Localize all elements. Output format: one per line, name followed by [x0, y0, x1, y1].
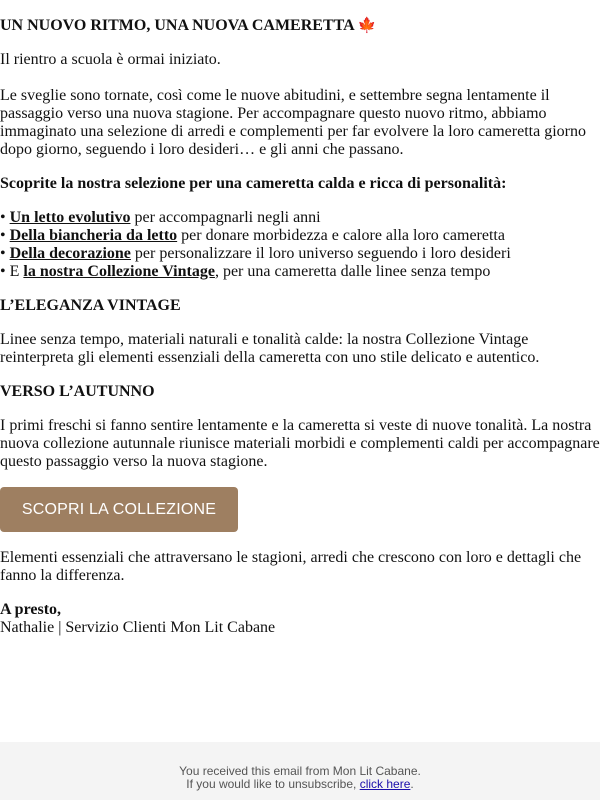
vintage-heading: L’ELEGANZA VINTAGE	[0, 297, 181, 314]
email-title-text: UN NUOVO RITMO, UNA NUOVA CAMERETTA	[0, 17, 354, 34]
list-item-text: per personalizzare il loro universo seguendo i loro desideri	[130, 245, 511, 262]
list-item-text: , per una cameretta dalle linee senza tempo	[214, 263, 491, 280]
link-collezione-vintage[interactable]: la nostra Collezione Vintage	[23, 263, 215, 280]
list-item	[0, 209, 321, 227]
list-item	[0, 263, 490, 281]
vintage-text: Linee senza tempo, materiali naturali e tonalità calde: la nostra Collezione Vintage reinterpreta gli elementi essenziali della cameretta con uno stile delicato e autentico.	[0, 331, 540, 366]
footer-period: .	[410, 777, 414, 791]
discover-collection-button[interactable]: SCOPRI LA COLLEZIONE	[0, 487, 238, 532]
selection-heading: Scoprite la nostra selezione per una cameretta calda e ricca di personalità:	[0, 175, 507, 192]
bullet: •	[0, 227, 6, 244]
list-item-prefix: E	[5, 263, 24, 280]
link-decorazione[interactable]: Della decorazione	[9, 245, 131, 262]
bullet: •	[0, 245, 6, 262]
intro-text: Il rientro a scuola è ormai iniziato.	[0, 51, 221, 68]
link-biancheria-letto[interactable]: Della biancheria da letto	[9, 227, 178, 244]
closing-text: Elementi essenziali che attraversano le stagioni, arredi che crescono con loro e dettagli che fanno la differenza.	[0, 549, 582, 584]
bullet: •	[0, 209, 6, 226]
signoff: A presto,	[0, 601, 62, 618]
footer-unsubscribe-line	[0, 778, 600, 791]
footer-unsubscribe-text: If you would like to unsubscribe,	[186, 777, 360, 791]
email-title	[0, 16, 376, 35]
email-footer	[0, 742, 600, 800]
list-item-text: per donare morbidezza e calore alla loro cameretta	[177, 227, 505, 244]
footer-sender-note: You received this email from Mon Lit Cabane.	[179, 764, 421, 778]
list-item-text: per accompagnarli negli anni	[130, 209, 321, 226]
maple-leaf-icon: 🍁	[357, 16, 377, 34]
signature: Nathalie | Servizio Clienti Mon Lit Cabane	[0, 619, 276, 636]
autumn-heading: VERSO L’AUTUNNO	[0, 383, 155, 400]
link-letto-evolutivo[interactable]: Un letto evolutivo	[9, 209, 131, 226]
intro-paragraph: Le sveglie sono tornate, così come le nuove abitudini, e settembre segna lentamente il passaggio verso una nuova stagione. Per accompagnare questo nuovo ritmo, abbiamo immaginato una selezione di arredi e complementi per far evolvere la loro cameretta giorno dopo giorno, seguendo i loro desideri… e gli anni che passano.	[0, 87, 586, 158]
autumn-text: I primi freschi si fanno sentire lentamente e la cameretta si veste di nuove tonalità. La nostra nuova collezione autunnale riunisce materiali morbidi e complementi caldi per accompagnare questo passaggio verso la nuova stagione.	[0, 417, 600, 470]
list-item	[0, 227, 505, 245]
unsubscribe-link[interactable]: click here	[359, 777, 411, 791]
list-item	[0, 245, 511, 263]
bullet: •	[0, 263, 6, 280]
